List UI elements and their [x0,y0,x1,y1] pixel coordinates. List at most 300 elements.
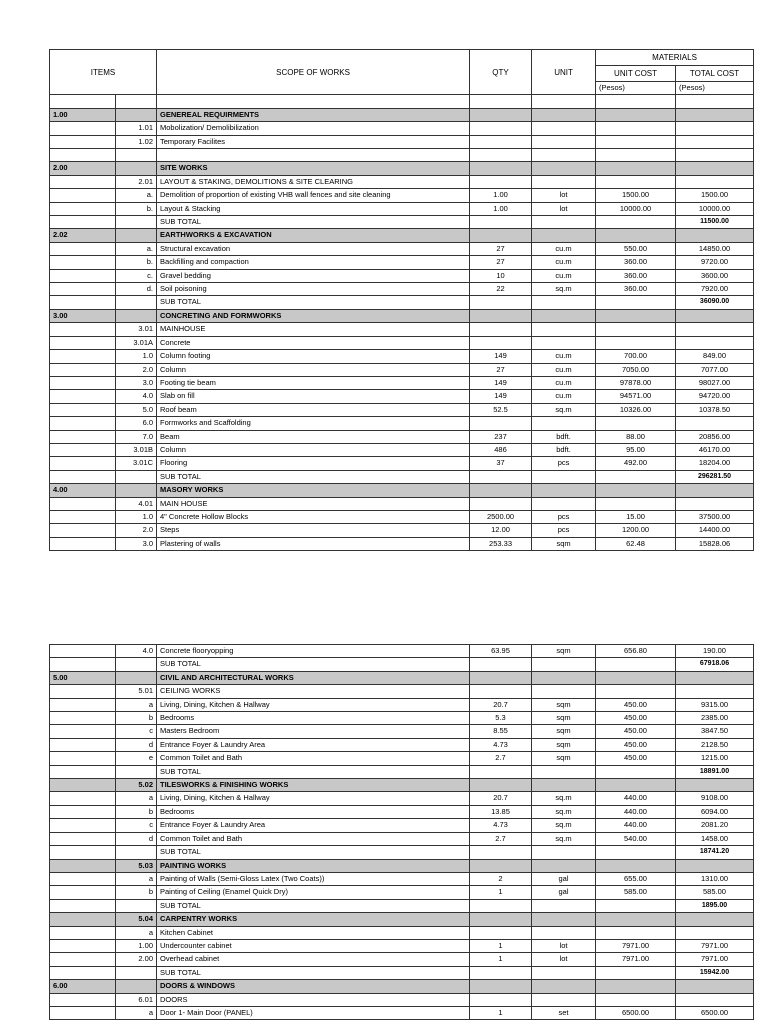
quantity: 2 [470,872,532,885]
item-number [50,189,116,202]
unit: sqm [532,738,596,751]
total-cost [676,323,754,336]
table-row [50,403,754,416]
sub-item-number [116,229,157,242]
total-cost: 585.00 [676,886,754,899]
quantity: 1 [470,953,532,966]
scope-description: CIVIL AND ARCHITECTURAL WORKS [157,671,470,684]
quantity [470,779,532,792]
section-row [50,162,754,175]
item-number [50,296,116,309]
total-cost: 11500.00 [676,216,754,229]
unit-cost [596,658,676,671]
quantity [470,309,532,322]
sub-item-number: d [116,832,157,845]
table-row [50,443,754,456]
item-number [50,752,116,765]
item-number [50,658,116,671]
total-cost: 6094.00 [676,805,754,818]
unit: sq.m [532,792,596,805]
unit-cost: 656.80 [596,645,676,658]
scope-description: Flooring [157,457,470,470]
unit [532,296,596,309]
unit [532,470,596,483]
item-number: 5.00 [50,671,116,684]
scope-description: MASORY WORKS [157,484,470,497]
unit: gal [532,872,596,885]
quantity [470,846,532,859]
total-cost: 15942.00 [676,966,754,979]
unit [532,95,596,108]
scope-description: Mobolization/ Demolibilization [157,122,470,135]
item-number [50,283,116,296]
unit-cost: 95.00 [596,443,676,456]
total-cost [676,484,754,497]
quantity [470,216,532,229]
table-row [50,323,754,336]
quantity: 20.7 [470,698,532,711]
item-number [50,350,116,363]
unit-cost-currency: (Pesos) [596,82,676,95]
unit-cost: 450.00 [596,712,676,725]
unit-cost [596,846,676,859]
total-cost: 1215.00 [676,752,754,765]
item-number [50,216,116,229]
total-cost: 15828.06 [676,537,754,550]
sub-item-number [116,765,157,778]
unit-cost [596,779,676,792]
quantity: 4.73 [470,819,532,832]
scope-description: Living, Dining, Kitchen & Hallway [157,792,470,805]
subtotal-row [50,966,754,979]
sub-item-number: a [116,1006,157,1019]
table-row [50,202,754,215]
scope-description: Gravel bedding [157,269,470,282]
unit-cost [596,175,676,188]
materials-header: MATERIALS [596,50,754,66]
scope-description: Column [157,443,470,456]
unit [532,846,596,859]
scope-description: DOORS [157,993,470,1006]
total-cost [676,149,754,162]
estimate-table-continued [49,644,754,1020]
unit-cost [596,108,676,121]
unit-cost [596,229,676,242]
scope-description [157,95,470,108]
unit [532,149,596,162]
item-number: 1.00 [50,108,116,121]
unit-cost: 62.48 [596,537,676,550]
unit-cost [596,926,676,939]
table-row [50,430,754,443]
scope-description: Kitchen Cabinet [157,926,470,939]
sub-item-number: 2.01 [116,175,157,188]
sub-item-number: 6.01 [116,993,157,1006]
unit: sq.m [532,832,596,845]
unit-cost [596,671,676,684]
table-row [50,792,754,805]
item-number [50,966,116,979]
unit-cost: 360.00 [596,269,676,282]
quantity: 27 [470,256,532,269]
scope-description: GENEREAL REQUIRMENTS [157,108,470,121]
scope-description: Steps [157,524,470,537]
unit-cost: 94571.00 [596,390,676,403]
total-cost: 1310.00 [676,872,754,885]
unit: set [532,1006,596,1019]
item-number [50,779,116,792]
total-cost [676,175,754,188]
quantity: 1 [470,1006,532,1019]
unit [532,779,596,792]
subtotal-row [50,296,754,309]
unit-cost [596,122,676,135]
scope-description: SUB TOTAL [157,765,470,778]
table-row [50,417,754,430]
table-row [50,712,754,725]
sub-item-number [116,671,157,684]
quantity [470,993,532,1006]
unit [532,913,596,926]
item-number: 2.02 [50,229,116,242]
sub-item-number: 1.00 [116,939,157,952]
unit-cost [596,484,676,497]
unit-cost: 440.00 [596,819,676,832]
total-cost [676,859,754,872]
table-row [50,993,754,1006]
sub-item-number [116,899,157,912]
table-row [50,524,754,537]
unit [532,497,596,510]
scope-description: Bedrooms [157,805,470,818]
quantity: 5.3 [470,712,532,725]
quantity [470,926,532,939]
sub-item-number: 2.00 [116,953,157,966]
unit-cost [596,162,676,175]
quantity: 486 [470,443,532,456]
unit [532,323,596,336]
total-cost [676,162,754,175]
unit [532,658,596,671]
unit [532,122,596,135]
sub-item-number: 6.0 [116,417,157,430]
sub-item-number [116,149,157,162]
unit: cu.m [532,350,596,363]
quantity: 149 [470,390,532,403]
unit [532,966,596,979]
quantity: 13.85 [470,805,532,818]
scope-description: Painting of Walls (Semi-Gloss Latex (Two Coats)) [157,872,470,885]
unit-cost: 550.00 [596,242,676,255]
table-row [50,738,754,751]
section-row [50,229,754,242]
scope-description: Footing tie beam [157,376,470,389]
unit: cu.m [532,269,596,282]
unit-cost [596,685,676,698]
section-row [50,484,754,497]
scope-description: Temporary Facilites [157,135,470,148]
total-cost: 94720.00 [676,390,754,403]
quantity: 237 [470,430,532,443]
total-cost: 2081.20 [676,819,754,832]
quantity [470,899,532,912]
item-number [50,417,116,430]
sub-item-number: 2.0 [116,363,157,376]
unit-cost: 360.00 [596,283,676,296]
subtotal-row [50,899,754,912]
subtotal-row [50,765,754,778]
unit-cost: 10326.00 [596,403,676,416]
sub-item-number: b [116,712,157,725]
scope-description: Concrete flooryopping [157,645,470,658]
unit: lot [532,939,596,952]
item-number [50,645,116,658]
unit: cu.m [532,390,596,403]
item-number [50,269,116,282]
scope-description: Structural excavation [157,242,470,255]
unit-cost [596,296,676,309]
total-cost: 296281.50 [676,470,754,483]
quantity: 1 [470,939,532,952]
item-number [50,256,116,269]
sub-item-number [116,216,157,229]
item-number [50,738,116,751]
scope-description: MAIN HOUSE [157,497,470,510]
total-cost: 7920.00 [676,283,754,296]
scope-description: SITE WORKS [157,162,470,175]
unit-cost: 15.00 [596,510,676,523]
quantity: 2.7 [470,752,532,765]
item-number [50,712,116,725]
item-number [50,913,116,926]
table-row [50,336,754,349]
table-row [50,510,754,523]
sub-item-number: a. [116,189,157,202]
unit-cost [596,913,676,926]
sub-item-number [116,484,157,497]
table-row [50,95,754,108]
total-cost: 2385.00 [676,712,754,725]
unit [532,859,596,872]
sub-item-number [116,470,157,483]
table-row [50,805,754,818]
scope-description: TILESWORKS & FINISHING WORKS [157,779,470,792]
quantity: 149 [470,376,532,389]
sub-item-number: d [116,738,157,751]
unit: sq.m [532,805,596,818]
quantity [470,966,532,979]
estimate-table-block-2 [49,644,730,1020]
quantity [470,484,532,497]
quantity [470,162,532,175]
sub-item-number [116,162,157,175]
quantity [470,175,532,188]
item-number [50,122,116,135]
total-cost [676,913,754,926]
unit-cost [596,765,676,778]
scope-description: Plastering of walls [157,537,470,550]
quantity [470,336,532,349]
sub-item-number: 5.01 [116,685,157,698]
unit: lot [532,202,596,215]
scope-description: Beam [157,430,470,443]
unit-cost: 10000.00 [596,202,676,215]
total-cost: 98027.00 [676,376,754,389]
scope-description: SUB TOTAL [157,470,470,483]
scope-description: Column footing [157,350,470,363]
sub-item-number: 1.01 [116,122,157,135]
unit-cost: 360.00 [596,256,676,269]
unit: lot [532,953,596,966]
total-cost [676,779,754,792]
item-number [50,792,116,805]
total-cost: 9315.00 [676,698,754,711]
section-row [50,779,754,792]
table-row [50,135,754,148]
total-cost [676,926,754,939]
total-cost: 7971.00 [676,953,754,966]
total-cost: 1458.00 [676,832,754,845]
sub-item-number: 3.01C [116,457,157,470]
unit [532,216,596,229]
table-row [50,175,754,188]
item-number [50,524,116,537]
item-number: 4.00 [50,484,116,497]
sub-item-number: 2.0 [116,524,157,537]
total-cost [676,993,754,1006]
quantity [470,296,532,309]
scope-description: Overhead cabinet [157,953,470,966]
quantity: 63.95 [470,645,532,658]
sub-item-number: b. [116,256,157,269]
scope-description: Common Toilet and Bath [157,832,470,845]
sub-item-number [116,309,157,322]
table-row [50,819,754,832]
item-number [50,497,116,510]
quantity: 1 [470,886,532,899]
section-row [50,980,754,993]
total-cost: 849.00 [676,350,754,363]
scope-description: 4" Concrete Hollow Blocks [157,510,470,523]
unit-cost: 450.00 [596,725,676,738]
item-number [50,698,116,711]
scope-description: Soil poisoning [157,283,470,296]
total-cost: 46170.00 [676,443,754,456]
sub-item-number: 3.01B [116,443,157,456]
scope-description: Backfilling and compaction [157,256,470,269]
scope-description: Common Toilet and Bath [157,752,470,765]
unit: sqm [532,645,596,658]
unit-cost: 440.00 [596,805,676,818]
total-cost [676,980,754,993]
unit-cost [596,417,676,430]
table-row [50,189,754,202]
quantity: 37 [470,457,532,470]
sub-item-number: 5.03 [116,859,157,872]
quantity: 2.7 [470,832,532,845]
scope-description: Masters Bedroom [157,725,470,738]
scope-description: EARTHWORKS & EXCAVATION [157,229,470,242]
quantity [470,149,532,162]
total-cost: 36090.00 [676,296,754,309]
unit-cost [596,95,676,108]
table-row [50,376,754,389]
total-cost [676,685,754,698]
item-number [50,939,116,952]
table-row [50,698,754,711]
total-cost [676,229,754,242]
item-number [50,685,116,698]
unit: sq.m [532,819,596,832]
item-number [50,899,116,912]
table-row [50,390,754,403]
total-cost: 18741.20 [676,846,754,859]
unit-cost: 7050.00 [596,363,676,376]
sub-item-number: b. [116,202,157,215]
table-row [50,872,754,885]
total-cost: 2128.50 [676,738,754,751]
unit-cost [596,993,676,1006]
quantity [470,122,532,135]
unit-cost [596,899,676,912]
sub-item-number [116,296,157,309]
sub-item-number: 5.0 [116,403,157,416]
item-number [50,725,116,738]
sub-item-number: b [116,886,157,899]
scope-description: CARPENTRY WORKS [157,913,470,926]
unit-cost [596,135,676,148]
total-cost: 3847.50 [676,725,754,738]
unit: pcs [532,510,596,523]
item-number [50,202,116,215]
unit-cost: 492.00 [596,457,676,470]
scope-description: Roof beam [157,403,470,416]
scope-description: DOORS & WINDOWS [157,980,470,993]
total-cost: 14400.00 [676,524,754,537]
item-number [50,376,116,389]
unit-cost [596,216,676,229]
scope-description: Formworks and Scaffolding [157,417,470,430]
sub-item-number [116,980,157,993]
unit-header: UNIT [532,50,596,95]
total-cost: 1500.00 [676,189,754,202]
unit-cost: 585.00 [596,886,676,899]
sub-item-number [116,95,157,108]
unit: sqm [532,537,596,550]
sub-item-number: a [116,698,157,711]
estimate-table-block-1 [49,49,740,551]
unit: sqm [532,752,596,765]
table-row [50,149,754,162]
table-row [50,537,754,550]
unit-cost: 450.00 [596,738,676,751]
quantity: 22 [470,283,532,296]
total-cost: 3600.00 [676,269,754,282]
scope-description: Entrance Foyer & Laundry Area [157,819,470,832]
item-number [50,537,116,550]
sub-item-number: 3.01A [116,336,157,349]
total-cost: 9108.00 [676,792,754,805]
item-number [50,886,116,899]
total-cost: 7971.00 [676,939,754,952]
quantity [470,95,532,108]
item-number [50,953,116,966]
unit-cost: 540.00 [596,832,676,845]
item-number [50,323,116,336]
item-number [50,846,116,859]
quantity [470,671,532,684]
unit: pcs [532,457,596,470]
